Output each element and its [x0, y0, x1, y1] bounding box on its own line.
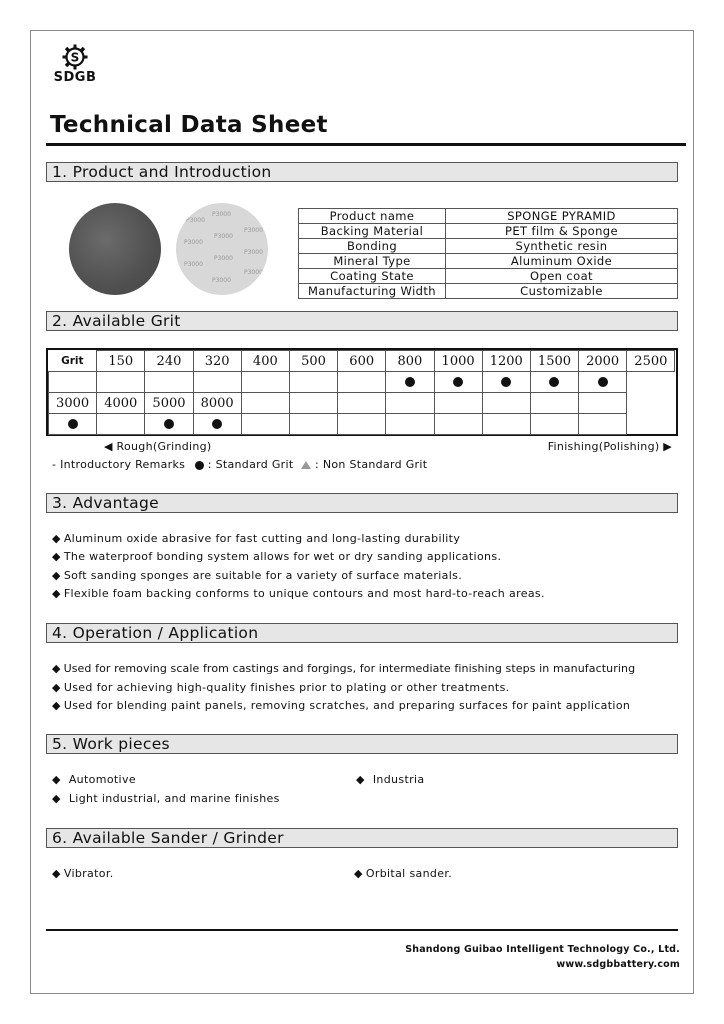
- standard-grit-dot-icon: [549, 377, 559, 387]
- grit-value-cell: 600: [338, 351, 386, 372]
- spec-row: Product name SPONGE PYRAMID: [299, 209, 678, 224]
- advantage-item: ◆ Aluminum oxide abrasive for fast cutting and long-lasting durability: [52, 532, 461, 545]
- grit-mark-cell: [145, 372, 193, 393]
- svg-text:S: S: [70, 50, 80, 65]
- grit-mark-cell: [241, 372, 289, 393]
- grit-label: Grit: [49, 351, 97, 372]
- advantage-item: ◆ Soft sanding sponges are suitable for a variety of surface materials.: [52, 569, 463, 582]
- grit-mark-cell: [482, 414, 530, 435]
- workpiece-item: ◆ Automotive: [52, 773, 136, 786]
- grit-table: [48, 350, 675, 435]
- product-spec-table: [298, 208, 678, 299]
- grit-mark-cell: [530, 414, 578, 435]
- grit-standard-row: [49, 414, 675, 435]
- logo: [50, 44, 100, 85]
- section-header-product: 1. Product and Introduction: [46, 162, 678, 182]
- operation-item: ◆ Used for achieving high-quality finishes prior to plating or other treatments.: [52, 681, 510, 694]
- grit-value-cell: 240: [145, 351, 193, 372]
- section-header-sander: 6. Available Sander / Grinder: [46, 828, 678, 848]
- grit-value-cell: 500: [289, 351, 337, 372]
- workpiece-item: ◆ Industria: [356, 773, 425, 786]
- section-header-operation: 4. Operation / Application: [46, 623, 678, 643]
- advantage-item: ◆ The waterproof bonding system allows for wet or dry sanding applications.: [52, 550, 502, 563]
- grit-value-cell: [530, 393, 578, 414]
- grit-mark-cell: [434, 372, 482, 393]
- grit-value-row: [49, 393, 675, 414]
- company-website: www.sdgbbattery.com: [556, 959, 680, 970]
- sander-item: ◆ Vibrator.: [52, 867, 114, 880]
- grit-value-cell: 2500: [627, 351, 675, 372]
- logo-text: SDGB: [53, 70, 97, 85]
- product-image-sponge-back: [69, 203, 161, 295]
- grit-value-cell: [386, 393, 434, 414]
- grit-value-cell: 8000: [193, 393, 241, 414]
- standard-grit-dot-icon: [405, 377, 415, 387]
- page-title: Technical Data Sheet: [50, 112, 328, 138]
- spec-row: Coating State Open coat: [299, 269, 678, 284]
- footer-divider: [46, 929, 678, 931]
- finishing-polishing-label: Finishing(Polishing) ▶: [547, 440, 672, 453]
- diamond-bullet-icon: ◆: [52, 587, 61, 600]
- grit-standard-row: [49, 372, 675, 393]
- gear-logo-icon: [62, 44, 88, 70]
- grit-mark-cell: [193, 372, 241, 393]
- grit-mark-cell: [97, 372, 145, 393]
- non-standard-triangle-icon: [301, 461, 311, 469]
- grit-value-cell: 1500: [530, 351, 578, 372]
- diamond-bullet-icon: ◆: [52, 792, 61, 805]
- grit-value-row: [49, 351, 675, 372]
- diamond-bullet-icon: ◆: [52, 662, 61, 675]
- grit-mark-cell: [49, 372, 97, 393]
- grit-mark-cell: [338, 414, 386, 435]
- section-header-advantage: 3. Advantage: [46, 493, 678, 513]
- product-image-sponge-front: P3000 P3000 P3000 P3000 P3000 P3000 P3000 P3000 P3000 P3000: [176, 203, 268, 295]
- grit-value-cell: 2000: [579, 351, 627, 372]
- diamond-bullet-icon: ◆: [52, 867, 61, 880]
- grit-mark-cell: [579, 372, 627, 393]
- standard-grit-dot-icon: [598, 377, 608, 387]
- grit-mark-cell: [241, 414, 289, 435]
- grit-mark-cell: [97, 414, 145, 435]
- diamond-bullet-icon: ◆: [354, 867, 363, 880]
- footer-company-info: [405, 942, 680, 972]
- grit-value-cell: [434, 393, 482, 414]
- grit-mark-cell: [338, 372, 386, 393]
- non-standard-grit-label: : Non Standard Grit: [315, 458, 428, 471]
- grit-value-cell: [482, 393, 530, 414]
- grit-mark-cell: [530, 372, 578, 393]
- remarks-label: - Introductory Remarks: [52, 458, 186, 471]
- grit-value-cell: 400: [241, 351, 289, 372]
- grit-value-cell: [241, 393, 289, 414]
- grit-mark-cell: [289, 372, 337, 393]
- grit-value-cell: 800: [386, 351, 434, 372]
- standard-grit-dot-icon: [212, 419, 222, 429]
- standard-grit-dot-icon: [68, 419, 78, 429]
- advantage-item: ◆ Flexible foam backing conforms to unique contours and most hard-to-reach areas.: [52, 587, 545, 600]
- grit-value-cell: 3000: [49, 393, 97, 414]
- standard-grit-dot-icon: [453, 377, 463, 387]
- grit-mark-cell: [386, 414, 434, 435]
- company-name: Shandong Guibao Intelligent Technology Co., Ltd.: [405, 944, 680, 955]
- grit-value-cell: [338, 393, 386, 414]
- grit-value-cell: 1200: [482, 351, 530, 372]
- grit-mark-cell: [386, 372, 434, 393]
- diamond-bullet-icon: ◆: [52, 550, 61, 563]
- grit-value-cell: 320: [193, 351, 241, 372]
- diamond-bullet-icon: ◆: [356, 773, 365, 786]
- spec-row: Mineral Type Aluminum Oxide: [299, 254, 678, 269]
- title-divider: [46, 143, 686, 146]
- spec-row: Manufacturing Width Customizable: [299, 284, 678, 299]
- rough-grinding-label: ◀ Rough(Grinding): [104, 440, 212, 453]
- standard-grit-dot-icon: [501, 377, 511, 387]
- grit-mark-cell: [289, 414, 337, 435]
- grit-value-cell: 1000: [434, 351, 482, 372]
- diamond-bullet-icon: ◆: [52, 569, 61, 582]
- spec-row: Bonding Synthetic resin: [299, 239, 678, 254]
- grit-mark-cell: [434, 414, 482, 435]
- diamond-bullet-icon: ◆: [52, 699, 61, 712]
- grit-mark-cell: [579, 414, 627, 435]
- diamond-bullet-icon: ◆: [52, 773, 61, 786]
- workpiece-item: ◆ Light industrial, and marine finishes: [52, 792, 280, 805]
- grit-value-cell: 150: [97, 351, 145, 372]
- standard-grit-dot-icon: [195, 461, 204, 470]
- diamond-bullet-icon: ◆: [52, 532, 61, 545]
- operation-item: ◆ Used for blending paint panels, removing scratches, and preparing surfaces for paint application: [52, 699, 631, 712]
- grit-value-cell: 5000: [145, 393, 193, 414]
- standard-grit-dot-icon: [164, 419, 174, 429]
- sander-item: ◆ Orbital sander.: [354, 867, 453, 880]
- grit-legend: [52, 458, 427, 471]
- grit-mark-cell: [193, 414, 241, 435]
- operation-item: ◆ Used for removing scale from castings and forgings, for intermediate finishing steps in manufacturing: [52, 662, 636, 675]
- grit-value-cell: [289, 393, 337, 414]
- section-header-grit: 2. Available Grit: [46, 311, 678, 331]
- grit-mark-cell: [49, 414, 97, 435]
- grit-mark-cell: [145, 414, 193, 435]
- grit-value-cell: 4000: [97, 393, 145, 414]
- diamond-bullet-icon: ◆: [52, 681, 61, 694]
- spec-row: Backing Material PET film & Sponge: [299, 224, 678, 239]
- section-header-workpieces: 5. Work pieces: [46, 734, 678, 754]
- grit-mark-cell: [482, 372, 530, 393]
- grit-value-cell: [579, 393, 627, 414]
- standard-grit-label: : Standard Grit: [207, 458, 294, 471]
